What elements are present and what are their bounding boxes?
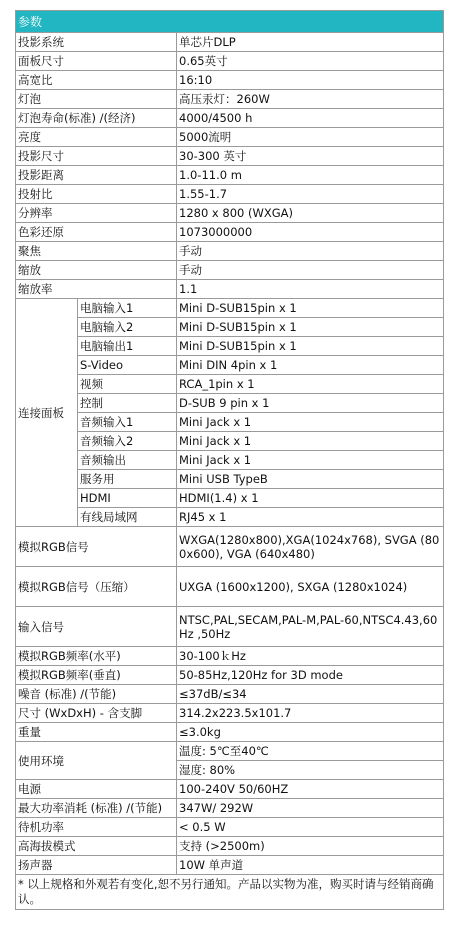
table-row	[16, 432, 444, 451]
row-value: 347W/ 292W	[177, 799, 444, 818]
row-label: 尺寸 (WxDxH) - 含支脚	[16, 704, 177, 723]
port-value: Mini Jack x 1	[177, 451, 444, 470]
table-row	[16, 128, 444, 147]
row-value: 支持 (>2500m)	[177, 837, 444, 856]
table-row	[16, 685, 444, 704]
table-row	[16, 394, 444, 413]
row-value: 1.55-1.7	[177, 185, 444, 204]
table-row	[16, 71, 444, 90]
table-row	[16, 375, 444, 394]
row-label: 投影系统	[16, 33, 177, 52]
table-row	[16, 856, 444, 875]
port-value: D-SUB 9 pin x 1	[177, 394, 444, 413]
port-value: RJ45 x 1	[177, 508, 444, 527]
row-value: UXGA (1600x1200), SXGA (1280x1024)	[177, 567, 444, 607]
table-row	[16, 413, 444, 432]
row-value: 4000/4500 h	[177, 109, 444, 128]
port-label: 控制	[78, 394, 177, 413]
row-label: 缩放	[16, 261, 177, 280]
row-value: 10W 单声道	[177, 856, 444, 875]
temperature-value: 温度: 5℃至40℃	[177, 742, 444, 761]
table-row	[16, 280, 444, 299]
port-label: 电脑输入1	[78, 299, 177, 318]
row-label: 待机功率	[16, 818, 177, 837]
row-value: 5000流明	[177, 128, 444, 147]
note-row	[16, 875, 444, 910]
row-label: 亮度	[16, 128, 177, 147]
row-value: ≤3.0kg	[177, 723, 444, 742]
environment-label: 使用环境	[16, 742, 177, 780]
table-row	[16, 109, 444, 128]
table-row	[16, 818, 444, 837]
table-row	[16, 299, 444, 318]
row-label: 扬声器	[16, 856, 177, 875]
row-value: < 0.5 W	[177, 818, 444, 837]
row-value: 16:10	[177, 71, 444, 90]
row-value: 手动	[177, 242, 444, 261]
table-header: 参数	[16, 11, 444, 33]
port-value: HDMI(1.4) x 1	[177, 489, 444, 508]
port-value: Mini D-SUB15pin x 1	[177, 318, 444, 337]
row-value: 1073000000	[177, 223, 444, 242]
port-value: Mini Jack x 1	[177, 413, 444, 432]
row-value: ≤37dB/≤34	[177, 685, 444, 704]
row-value: 1.0-11.0 m	[177, 166, 444, 185]
port-value: Mini DIN 4pin x 1	[177, 356, 444, 375]
row-label: 面板尺寸	[16, 52, 177, 71]
port-value: Mini Jack x 1	[177, 432, 444, 451]
row-label: 聚焦	[16, 242, 177, 261]
row-value: 0.65英寸	[177, 52, 444, 71]
table-row	[16, 90, 444, 109]
spec-table	[15, 10, 444, 910]
row-label: 灯泡寿命(标准) /(经济)	[16, 109, 177, 128]
port-value: RCA_1pin x 1	[177, 375, 444, 394]
port-label: 视频	[78, 375, 177, 394]
row-label: 投射比	[16, 185, 177, 204]
table-row	[16, 489, 444, 508]
table-row	[16, 567, 444, 607]
row-label: 重量	[16, 723, 177, 742]
disclaimer-note: * 以上规格和外观若有变化,恕不另行通知。产品以实物为准，购买时请与经销商确认。	[16, 875, 444, 910]
connection-panel-label: 连接面板	[16, 299, 78, 527]
table-row	[16, 185, 444, 204]
port-label: 电脑输出1	[78, 337, 177, 356]
table-row	[16, 723, 444, 742]
table-row	[16, 470, 444, 489]
port-value: Mini USB TypeB	[177, 470, 444, 489]
table-row	[16, 837, 444, 856]
port-label: S-Video	[78, 356, 177, 375]
row-label: 模拟RGB信号（压缩）	[16, 567, 177, 607]
table-row	[16, 704, 444, 723]
row-label: 最大功率消耗 (标准) /(节能)	[16, 799, 177, 818]
port-label: 电脑输入2	[78, 318, 177, 337]
table-row	[16, 647, 444, 666]
table-row	[16, 780, 444, 799]
table-row	[16, 52, 444, 71]
row-label: 高海拔模式	[16, 837, 177, 856]
row-value: 单芯片DLP	[177, 33, 444, 52]
port-value: Mini D-SUB15pin x 1	[177, 337, 444, 356]
port-label: 音频输出	[78, 451, 177, 470]
table-row	[16, 508, 444, 527]
row-value: 30-100ｋHz	[177, 647, 444, 666]
table-header-row	[16, 11, 444, 33]
row-value: 30-300 英寸	[177, 147, 444, 166]
port-label: HDMI	[78, 489, 177, 508]
port-label: 音频输入2	[78, 432, 177, 451]
row-label: 模拟RGB频率(水平)	[16, 647, 177, 666]
port-label: 有线局域网	[78, 508, 177, 527]
row-value: 高压汞灯：260W	[177, 90, 444, 109]
row-value: 1280 x 800 (WXGA)	[177, 204, 444, 223]
table-row	[16, 451, 444, 470]
row-label: 分辨率	[16, 204, 177, 223]
humidity-value: 湿度: 80%	[177, 761, 444, 780]
row-value: 50-85Hz,120Hz for 3D mode	[177, 666, 444, 685]
row-label: 色彩还原	[16, 223, 177, 242]
table-row	[16, 799, 444, 818]
row-label: 高宽比	[16, 71, 177, 90]
table-row	[16, 166, 444, 185]
table-row	[16, 223, 444, 242]
table-row	[16, 527, 444, 567]
row-label: 输入信号	[16, 607, 177, 647]
port-value: Mini D-SUB15pin x 1	[177, 299, 444, 318]
table-row	[16, 204, 444, 223]
row-value: 1.1	[177, 280, 444, 299]
row-label: 模拟RGB频率(垂直)	[16, 666, 177, 685]
table-row	[16, 607, 444, 647]
row-label: 电源	[16, 780, 177, 799]
row-value: 314.2x223.5x101.7	[177, 704, 444, 723]
table-row	[16, 356, 444, 375]
table-row	[16, 33, 444, 52]
row-label: 模拟RGB信号	[16, 527, 177, 567]
row-label: 灯泡	[16, 90, 177, 109]
row-value: 手动	[177, 261, 444, 280]
row-label: 缩放率	[16, 280, 177, 299]
row-value: NTSC,PAL,SECAM,PAL-M,PAL-60,NTSC4.43,60Hz ,50Hz	[177, 607, 444, 647]
port-label: 服务用	[78, 470, 177, 489]
table-row	[16, 242, 444, 261]
row-label: 投影距离	[16, 166, 177, 185]
table-row	[16, 261, 444, 280]
table-row	[16, 666, 444, 685]
row-value: WXGA(1280x800),XGA(1024x768), SVGA (800x600), VGA (640x480)	[177, 527, 444, 567]
row-value: 100-240V 50/60HZ	[177, 780, 444, 799]
table-row	[16, 318, 444, 337]
table-row	[16, 147, 444, 166]
table-row	[16, 742, 444, 761]
row-label: 投影尺寸	[16, 147, 177, 166]
table-row	[16, 337, 444, 356]
row-label: 噪音 (标准) /(节能)	[16, 685, 177, 704]
port-label: 音频输入1	[78, 413, 177, 432]
